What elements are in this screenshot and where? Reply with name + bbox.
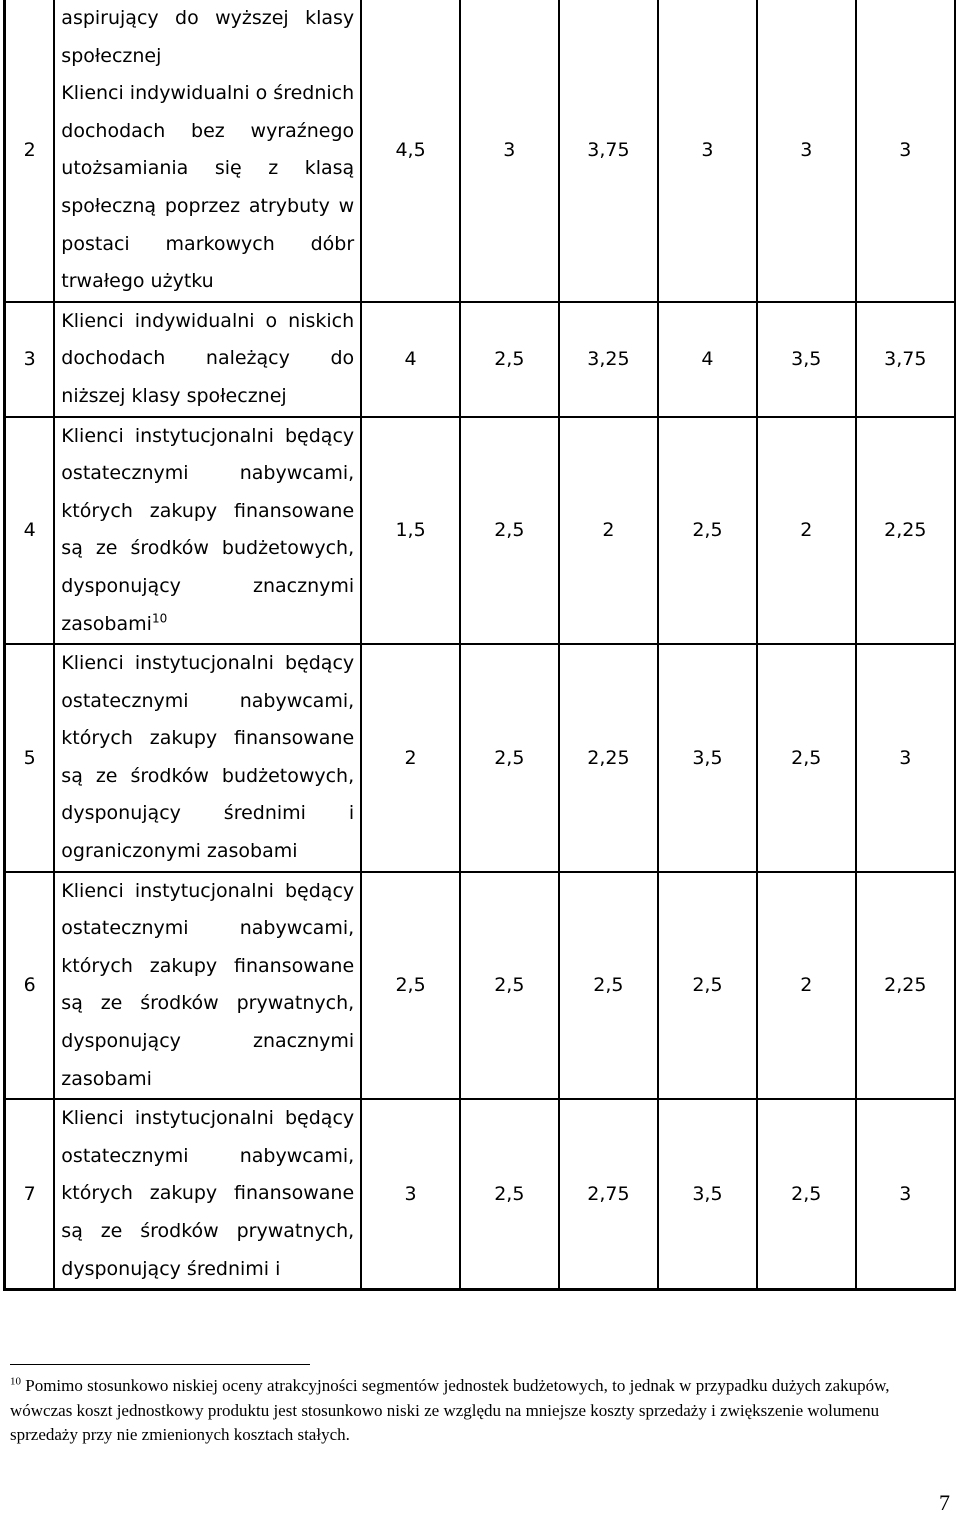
- description-line-text: dochodach należący do: [61, 347, 355, 370]
- description-line-text: trwałego użytku: [61, 270, 214, 293]
- description-line-text: których zakupy finansowane: [61, 499, 355, 522]
- description-line-text: utożsamiania się z klasą: [61, 157, 355, 180]
- description-line: [61, 873, 354, 911]
- description-line: [61, 1175, 354, 1213]
- description-line: [61, 1138, 354, 1176]
- footnote-reference: 10: [151, 611, 168, 626]
- table-row: [5, 302, 956, 417]
- description-line-text: Klienci indywidualni o niskich: [61, 309, 355, 332]
- description-line: [61, 150, 354, 188]
- segment-number: 2: [5, 0, 55, 302]
- description-line-text: niższej klasy społecznej: [61, 384, 287, 407]
- description-line: [61, 226, 354, 264]
- rating-cell: 2: [361, 644, 460, 872]
- rating-cell: 2,5: [658, 417, 757, 645]
- description-line: [61, 1061, 354, 1099]
- description-line: [61, 910, 354, 948]
- table-row: [5, 872, 956, 1100]
- description-line: [61, 1023, 354, 1061]
- description-line: [61, 493, 354, 531]
- segment-description: [54, 872, 361, 1100]
- description-line-text: dysponujący średnimi i: [61, 802, 355, 825]
- description-line: [61, 645, 354, 683]
- description-line: [61, 530, 354, 568]
- description-line: [61, 606, 354, 644]
- table-row: [5, 644, 956, 872]
- rating-cell: 4,5: [361, 0, 460, 302]
- description-line-text: społeczną poprzez atrybuty w: [61, 194, 355, 217]
- description-line: [61, 1100, 354, 1138]
- rating-cell: 4: [361, 302, 460, 417]
- description-line: [61, 948, 354, 986]
- description-line: [61, 340, 354, 378]
- segment-number: 7: [5, 1099, 55, 1289]
- rating-cell: 3,25: [559, 302, 658, 417]
- description-line: [61, 758, 354, 796]
- description-line-text: których zakupy finansowane: [61, 954, 355, 977]
- segment-description: [54, 0, 361, 302]
- description-line: [61, 1251, 354, 1289]
- description-line-text: postaci markowych dóbr: [61, 232, 355, 255]
- description-line-text: są ze środków budżetowych,: [61, 764, 355, 787]
- rating-cell: 2,5: [460, 872, 559, 1100]
- description-line-text: ostatecznymi nabywcami,: [61, 462, 355, 485]
- description-line: [61, 263, 354, 301]
- rating-cell: 2: [757, 872, 856, 1100]
- description-line-text: Klienci instytucjonalni będący: [61, 652, 355, 675]
- rating-cell: 3: [856, 644, 955, 872]
- description-line: [61, 0, 354, 38]
- table-row: [5, 0, 956, 302]
- table-row: [5, 417, 956, 645]
- segment-description: [54, 417, 361, 645]
- rating-cell: 2,5: [559, 872, 658, 1100]
- footnote: [10, 1374, 940, 1448]
- description-line-text: społecznej: [61, 44, 162, 67]
- segment-rating-table: [3, 0, 956, 1291]
- rating-cell: 2,5: [658, 872, 757, 1100]
- rating-cell: 3: [856, 0, 955, 302]
- description-line-text: Klienci instytucjonalni będący: [61, 424, 355, 447]
- rating-cell: 2,5: [460, 302, 559, 417]
- description-line-text: ostatecznymi nabywcami,: [61, 1144, 355, 1167]
- description-line: [61, 303, 354, 341]
- description-line: [61, 1213, 354, 1251]
- segment-number: 3: [5, 302, 55, 417]
- rating-cell: 2: [559, 417, 658, 645]
- rating-cell: 2,5: [460, 1099, 559, 1289]
- rating-cell: 3,5: [658, 1099, 757, 1289]
- description-line-text: ostatecznymi nabywcami,: [61, 917, 355, 940]
- rating-cell: 2,25: [856, 872, 955, 1100]
- description-line: [61, 455, 354, 493]
- description-line: [61, 75, 354, 113]
- description-line: [61, 418, 354, 456]
- description-line: [61, 113, 354, 151]
- description-line-text: Klienci indywidualni o średnich: [61, 82, 355, 105]
- segment-number: 6: [5, 872, 55, 1100]
- description-line: [61, 38, 354, 76]
- description-line: [61, 378, 354, 416]
- description-line-text: ostatecznymi nabywcami,: [61, 689, 355, 712]
- description-line: [61, 683, 354, 721]
- page-number: 7: [939, 1490, 950, 1515]
- rating-cell: 2,5: [460, 417, 559, 645]
- description-line-text: zasobami: [61, 612, 152, 635]
- description-line-text: dysponujący znacznymi: [61, 574, 355, 597]
- rating-cell: 3: [460, 0, 559, 302]
- rating-cell: 3: [856, 1099, 955, 1289]
- footnote-marker: 10: [10, 1375, 21, 1388]
- description-line-text: są ze środków budżetowych,: [61, 537, 355, 560]
- rating-cell: 1,5: [361, 417, 460, 645]
- description-line-text: zasobami: [61, 1067, 152, 1090]
- table-row: [5, 1099, 956, 1289]
- description-line-text: dysponujący znacznymi: [61, 1030, 355, 1053]
- segment-number: 4: [5, 417, 55, 645]
- description-line: [61, 795, 354, 833]
- rating-cell: 2,5: [757, 1099, 856, 1289]
- rating-cell: 3: [361, 1099, 460, 1289]
- description-line: [61, 720, 354, 758]
- description-line: [61, 985, 354, 1023]
- description-line-text: są ze środków prywatnych,: [61, 992, 355, 1015]
- rating-cell: 4: [658, 302, 757, 417]
- description-line-text: dochodach bez wyraźnego: [61, 119, 355, 142]
- segment-description: [54, 1099, 361, 1289]
- description-line-text: dysponujący średnimi i: [61, 1257, 281, 1280]
- description-line-text: są ze środków prywatnych,: [61, 1220, 355, 1242]
- description-line-text: których zakupy finansowane: [61, 1182, 355, 1205]
- rating-cell: 3: [658, 0, 757, 302]
- description-line-text: Klienci instytucjonalni będący: [61, 879, 355, 902]
- description-line: [61, 833, 354, 871]
- rating-cell: 3,75: [856, 302, 955, 417]
- rating-cell: 3,75: [559, 0, 658, 302]
- rating-cell: 2,25: [559, 644, 658, 872]
- rating-cell: 2,25: [856, 417, 955, 645]
- rating-cell: 3,5: [658, 644, 757, 872]
- description-line-text: których zakupy finansowane: [61, 727, 355, 750]
- footnote-text: Pomimo stosunkowo niskiej oceny atrakcyjności segmentów jednostek budżetowych, to jednak w przypadku dużych zakupów, wówczas koszt jednostkowy produktu jest stosunkowo niski ze względu na mniejsze koszty sprzedaży i zwiększenie wolumenu sprzedaży przy nie zmienionych kosztach stałych.: [10, 1376, 890, 1444]
- segment-number: 5: [5, 644, 55, 872]
- description-line: [61, 188, 354, 226]
- rating-cell: 3: [757, 0, 856, 302]
- segment-description: [54, 644, 361, 872]
- rating-cell: 3,5: [757, 302, 856, 417]
- rating-cell: 2,5: [757, 644, 856, 872]
- description-line: [61, 568, 354, 606]
- rating-cell: 2,5: [460, 644, 559, 872]
- segment-description: [54, 302, 361, 417]
- description-line-text: aspirujący do wyższej klasy: [61, 7, 355, 29]
- description-line-text: ograniczonymi zasobami: [61, 840, 298, 863]
- description-line-text: Klienci instytucjonalni będący: [61, 1107, 355, 1130]
- footnote-separator: [10, 1364, 310, 1365]
- rating-cell: 2,75: [559, 1099, 658, 1289]
- rating-cell: 2: [757, 417, 856, 645]
- rating-cell: 2,5: [361, 872, 460, 1100]
